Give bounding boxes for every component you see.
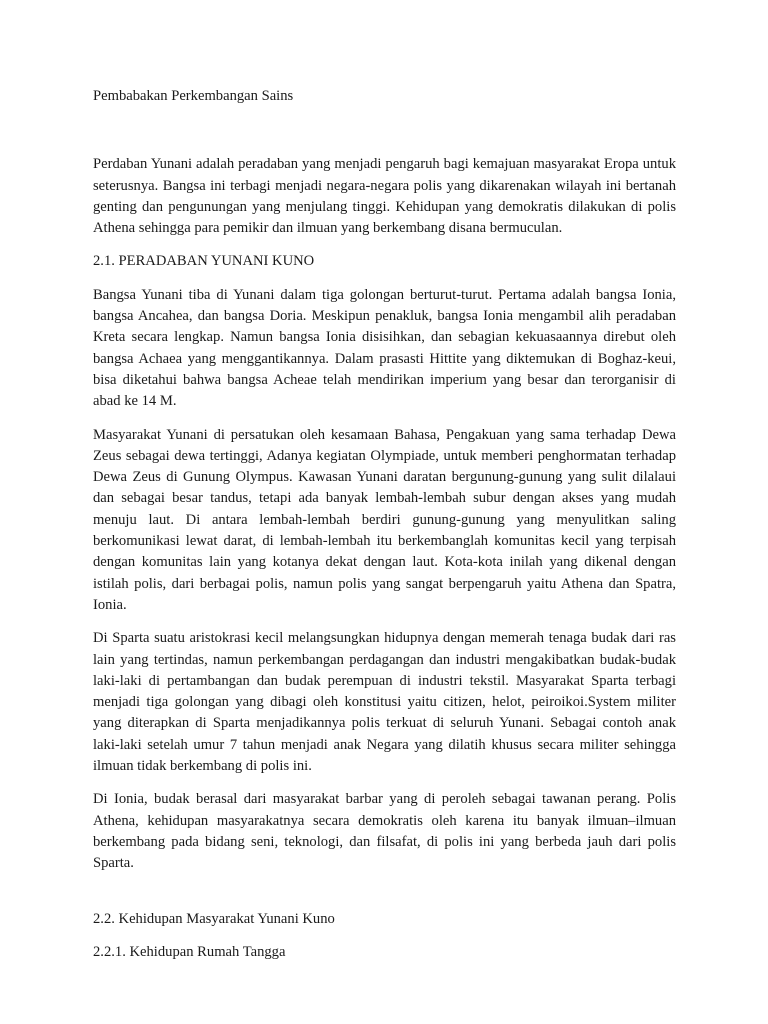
section-heading-2-1: 2.1. PERADABAN YUNANI KUNO: [93, 253, 315, 270]
paragraph-bangsa-yunani: Bangsa Yunani tiba di Yunani dalam tiga golongan berturut-turut. Pertama adalah bangsa Ionia, bangsa Ancahea, dan bangsa Doria. Meskipun penakluk, bangsa Ionia mengambil alih peradaban Kreta secara lengkap. Namun bangsa Ionia disisihkan, dan sebagian kekuasaannya direbut oleh bangsa Achaea yang menggantikannya. Dalam prasasti Hittite yang diktemukan di Boghaz-keui, bisa diketahui bahwa bangsa Acheae telah mendirikan imperium yang besar dan terorganisir di abad ke 14 M.: [93, 286, 676, 410]
paragraph-masyarakat-yunani: Masyarakat Yunani di persatukan oleh kesamaan Bahasa, Pengakuan yang sama terhadap Dewa Zeus sebagai dewa tertinggi, Adanya kegiatan Olympiade, untuk memberi penghormatan terhadap Dewa Zeus di Gunung Olympus. Kawasan Yunani daratan bergunung-gunung yang sulit dilalaui dan sebagai besar tandus, tetapi ada banyak lembah-lembah subur dengan akses yang mudah menuju laut. Di antara lembah-lembah berdiri gunung-gunung yang menyulitkan saling berkomunikasi lewat darat, di lembah-lembah itu berkembanglah komunitas kecil yang terpisah dengan komunitas lain yang kotanya dekat dengan laut. Kota-kota inilah yang dikenal dengan istilah polis, dari berbagai polis, namun polis yang sangat berpengaruh yaitu Athena dan Spatra, Ionia.: [93, 426, 676, 613]
paragraph-sparta: Di Sparta suatu aristokrasi kecil melangsungkan hidupnya dengan memerah tenaga budak dari ras lain yang tertindas, namun perkembangan perdagangan dan industri mengakibatkan budak-budak laki-laki di pertambangan dan budak perempuan di industri tekstil. Masyarakat Sparta terbagi menjadi tiga golongan yang dibagi oleh konstitusi yaitu citizen, helot, peiroikoi.System militer yang diterapkan di Sparta menjadikannya polis terkuat di seluruh Yunani. Sebagai contoh anak laki-laki setelah umur 7 tahun menjadi anak Negara yang dilatih khusus secara militer sehingga ilmuan tidak berkembang di polis ini.: [93, 630, 676, 775]
document-title: Pembabakan Perkembangan Sains: [93, 88, 294, 104]
document-page: [93, 86, 676, 975]
intro-paragraph: Perdaban Yunani adalah peradaban yang menjadi pengaruh bagi kemajuan masyarakat Eropa untuk seterusnya. Bangsa ini terbagi menjadi negara-negara polis yang dikarenakan wilayah ini bertanah genting dan pengunungan yang menjulang tinggi. Kehidupan yang demokratis dilakukan di polis Athena sehingga para pemikir dan ilmuan yang berkembang disana bermuculan.: [93, 156, 676, 237]
section-heading-2-2: 2.2. Kehidupan Masyarakat Yunani Kuno: [93, 910, 335, 927]
subsection-heading-2-2-1: 2.2.1. Kehidupan Rumah Tangga: [93, 943, 286, 960]
paragraph-ionia: Di Ionia, budak berasal dari masyarakat barbar yang di peroleh sebagai tawanan perang. Polis Athena, kehidupan masyarakatnya secara demokratis oleh karena itu banyak ilmuan–ilmuan berkembang pada bidang seni, teknologi, dan filsafat, di polis ini yang berbeda jauh dari polis Sparta.: [93, 791, 676, 872]
